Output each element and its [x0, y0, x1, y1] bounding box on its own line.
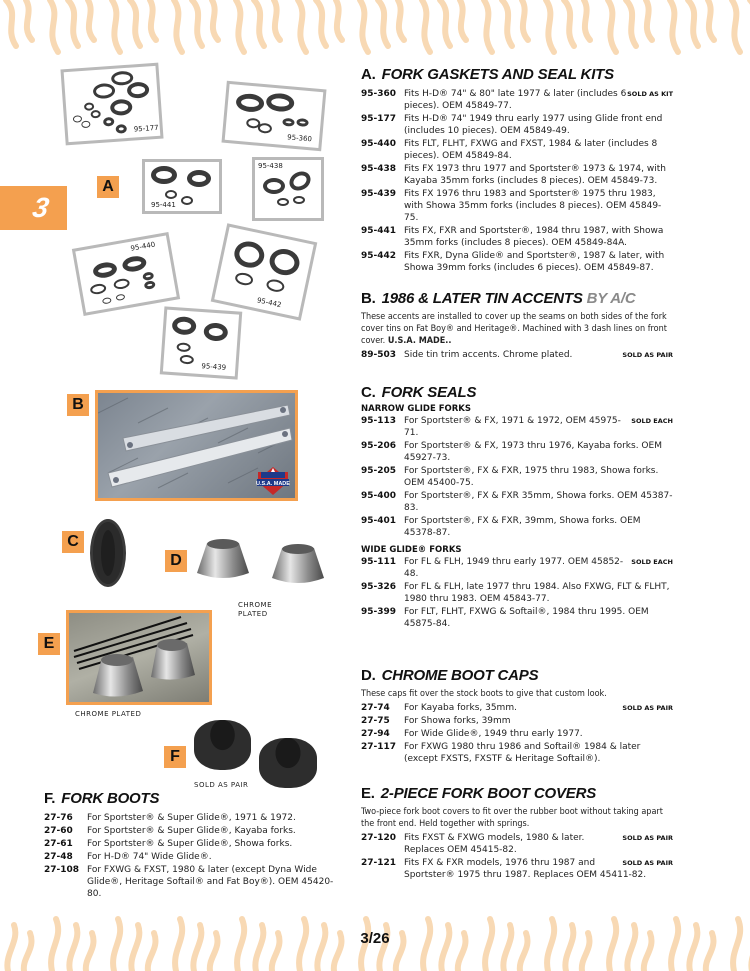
part-list-item: [361, 465, 673, 489]
part-number: 95-360: [361, 89, 397, 99]
sold-as-pair-caption-f: SOLD AS PAIR: [194, 781, 249, 789]
part-description: For FL & FLH, late 1977 thru 1984. Also FXWG, FLT & FLHT, 1980 thru 1983. OEM 45843-77.: [404, 582, 670, 604]
part-description: SOLD AS KIT Fits H-D® 74" & 80" late 1977 & later (includes 6 pieces). OEM 45849-77.: [404, 89, 673, 111]
part-description: For Sportster®, FX & FXR, 1975 thru 1983, Showa forks. OEM 45400-75.: [404, 466, 659, 488]
part-list-item: [361, 225, 673, 249]
part-description: Fits H-D® 74" 1949 thru early 1977 using Glide front end (includes 10 pieces). OEM 45849-49.: [404, 114, 663, 136]
part-number: 27-60: [44, 826, 73, 836]
part-list-item: [361, 728, 673, 740]
part-description: For Sportster® & Super Glide®, 1971 & 1972.: [87, 813, 296, 823]
part-number: 95-441: [361, 226, 397, 236]
flame-motif: [174, 0, 218, 52]
part-list-item: [361, 606, 673, 630]
flame-motif: [50, 0, 94, 52]
part-number: 27-117: [361, 742, 397, 752]
part-list-item: [44, 825, 344, 837]
part-list-item: [361, 163, 673, 187]
part-number: 95-205: [361, 466, 397, 476]
part-list-item: [361, 741, 673, 765]
part-number: 95-400: [361, 491, 397, 501]
sold-unit-label: SOLD AS PAIR: [622, 834, 673, 842]
section-d: [361, 667, 673, 765]
section-e-title: E. 2-PIECE FORK BOOT COVERS: [361, 785, 597, 802]
photo-boot-cap-2: [270, 542, 326, 586]
photo-boot-covers: [66, 610, 212, 705]
flame-motif: [298, 0, 342, 52]
part-list-item: [361, 250, 673, 274]
photo-kit-95-177: [60, 63, 163, 146]
part-list-item: [361, 415, 673, 439]
part-description: SOLD AS PAIR Fits FX & FXR models, 1976 thru 1987 and Sportster® 1975 thru 1987. Replaces OEM 45411-82.: [404, 858, 673, 880]
part-list-item: [361, 702, 673, 714]
part-description: Fits FX, FXR and Sportster®, 1984 thru 1987, with Showa 35mm forks (includes 8 pieces). OEM 45849-84A.: [404, 226, 664, 248]
kit-label: 95-177: [133, 123, 159, 134]
flame-border-top: [0, 0, 750, 60]
part-list-item: [361, 188, 673, 224]
svg-text:U.S.A. MADE: U.S.A. MADE: [256, 481, 290, 487]
part-description: For FXWG & FXST, 1980 & later (except Dyna Wide Glide®, Heritage Softail® and Fat Boy®). OEM 45420-80.: [87, 865, 334, 899]
section-f: [44, 790, 344, 900]
part-description: Fits FXR, Dyna Glide® and Sportster®, 1987 & later, with Showa 39mm forks (includes 6 pieces). OEM 45849-87.: [404, 251, 665, 273]
kit-label: 95-360: [286, 133, 313, 144]
sold-unit-label: SOLD AS PAIR: [622, 704, 673, 712]
part-description: SOLD EACH For Sportster® & FX, 1971 & 1972, OEM 45975-71.: [404, 416, 673, 438]
part-number: 95-399: [361, 607, 397, 617]
section-e: [361, 785, 673, 881]
kit-label: 95-442: [256, 296, 283, 310]
part-number: 27-121: [361, 858, 397, 868]
part-list-item: [361, 440, 673, 464]
part-list-item: [361, 490, 673, 514]
photo-boot-cap-1: [195, 537, 251, 581]
flame-motif: [112, 0, 156, 52]
part-description: For H-D® 74" Wide Glide®.: [87, 852, 212, 862]
section-f-title: F. FORK BOOTS: [44, 790, 160, 807]
photo-kit-95-439: [160, 306, 243, 379]
photo-fork-seal: [90, 519, 126, 587]
section-c-title: C. FORK SEALS: [361, 384, 477, 401]
chrome-plated-caption-d: CHROME PLATED: [238, 601, 272, 618]
narrow-glide-heading: NARROW GLIDE FORKS: [361, 404, 472, 414]
part-number: 27-74: [361, 703, 390, 713]
part-list-item: [361, 581, 673, 605]
part-description: Fits FLT, FLHT, FXWG and FXST, 1984 & later (includes 8 pieces). OEM 45849-84.: [404, 139, 658, 161]
figure-letter-d: D: [165, 550, 187, 572]
photo-fork-boot-2: [259, 738, 317, 788]
section-b-description: These accents are installed to cover up the seams on both sides of the fork cover tins on Fat Boy® and Heritage®. Machined with 3 dash lines on front cover. U.S.A. MADE..: [361, 312, 667, 346]
flame-motif: [484, 0, 528, 52]
part-number: 95-111: [361, 557, 397, 567]
flame-motif: [732, 0, 750, 52]
part-number: 95-113: [361, 416, 397, 426]
part-number: 27-120: [361, 833, 397, 843]
part-description: For Sportster® & Super Glide®, Kayaba forks.: [87, 826, 296, 836]
part-number: 27-76: [44, 813, 73, 823]
kit-label: 95-439: [201, 362, 227, 372]
part-list-item: [361, 857, 673, 881]
figure-letter-c: C: [62, 531, 84, 553]
part-description: Fits FX 1973 thru 1977 and Sportster® 1973 & 1974, with Kayaba 35mm forks (includes 8 pieces). OEM 45849-73.: [404, 164, 666, 186]
part-list-item: [361, 556, 673, 580]
part-number: 27-48: [44, 852, 73, 862]
part-list-item: [44, 851, 344, 863]
part-number: 89-503: [361, 350, 397, 360]
photo-tin-accents: [95, 390, 298, 501]
section-c: [361, 384, 673, 630]
part-number: 95-326: [361, 582, 397, 592]
section-d-title: D. CHROME BOOT CAPS: [361, 667, 539, 684]
figure-letter-e: E: [38, 633, 60, 655]
flame-motif: [422, 0, 466, 52]
part-number: 27-61: [44, 839, 73, 849]
part-list-item: [361, 349, 673, 361]
flame-motif: [546, 0, 590, 52]
section-a-title: A. FORK GASKETS AND SEAL KITS: [361, 66, 614, 83]
part-list-item: [361, 113, 673, 137]
chapter-tab: [0, 186, 67, 230]
wide-glide-heading: WIDE GLIDE® FORKS: [361, 545, 462, 555]
flame-motif: [360, 0, 404, 52]
photo-kit-95-360: [221, 81, 326, 151]
part-description: For Sportster®, FX & FXR, 39mm, Showa forks. OEM 45378-87.: [404, 516, 641, 538]
flame-motif: [236, 0, 280, 52]
part-number: 95-438: [361, 164, 397, 174]
part-description: For FLT, FLHT, FXWG & Softail®, 1984 thru 1995. OEM 45875-84.: [404, 607, 649, 629]
part-description: SOLD AS PAIR For Kayaba forks, 35mm.: [404, 703, 673, 713]
photo-kit-95-441: [142, 159, 222, 214]
part-list-item: [361, 832, 673, 856]
sold-unit-label: SOLD AS PAIR: [622, 351, 673, 359]
part-description: Fits FX 1976 thru 1983 and Sportster® 1975 thru 1983, with Showa 35mm forks (includes 8 pieces). OEM 45849-75.: [404, 189, 662, 223]
part-number: 95-439: [361, 189, 397, 199]
photo-fork-boot-1: [194, 720, 251, 770]
part-description: SOLD AS PAIR Fits FXST & FXWG models, 1980 & later. Replaces OEM 45415-82.: [404, 833, 673, 855]
section-e-description: Two-piece fork boot covers to fit over the rubber boot without taking apart the front end. Held together with springs.: [361, 807, 663, 829]
flame-motif: [608, 0, 652, 52]
part-description: For Sportster®, FX & FXR 35mm, Showa forks. OEM 45387-83.: [404, 491, 673, 513]
page-number: 3/26: [360, 930, 390, 947]
part-number: 27-108: [44, 865, 80, 875]
part-list-item: [44, 864, 344, 900]
sold-unit-label: SOLD EACH: [631, 417, 673, 425]
section-b-title: B. 1986 & LATER TIN ACCENTS BY A/C: [361, 290, 636, 307]
sold-unit-label: SOLD EACH: [631, 558, 673, 566]
kit-label: 95-441: [151, 201, 176, 209]
part-list-item: [361, 138, 673, 162]
section-d-description: These caps fit over the stock boots to give that custom look.: [361, 689, 607, 699]
part-list-item: [361, 515, 673, 539]
kit-label: 95-440: [130, 240, 156, 253]
photo-kit-95-438: [252, 157, 324, 221]
part-description: For FXWG 1980 thru 1986 and Softail® 1984 & later (except FXSTS, FXSTF & Heritage Softail®).: [404, 742, 641, 764]
part-description: SOLD AS PAIR Side tin trim accents. Chrome plated.: [404, 350, 673, 360]
kit-label: 95-438: [258, 162, 283, 170]
part-list-item: [361, 88, 673, 112]
part-number: 95-440: [361, 139, 397, 149]
sold-unit-label: SOLD AS KIT: [627, 90, 673, 98]
part-list-item: [361, 715, 673, 727]
flame-motif: [0, 0, 32, 52]
section-b: [361, 290, 673, 361]
chapter-number: 3: [30, 192, 52, 223]
figure-letter-b: B: [67, 394, 89, 416]
photo-kit-95-440: [72, 232, 180, 316]
flame-motif: [670, 0, 714, 52]
usa-made-badge: [255, 466, 291, 496]
part-list-item: [44, 812, 344, 824]
photo-kit-95-442: [211, 223, 318, 320]
part-list-item: [44, 838, 344, 850]
part-number: 95-442: [361, 251, 397, 261]
figure-letter-f: F: [164, 746, 186, 768]
part-description: For Sportster® & Super Glide®, Showa forks.: [87, 839, 293, 849]
part-number: 27-94: [361, 729, 390, 739]
chrome-plated-caption-e: CHROME PLATED: [75, 710, 142, 718]
part-number: 95-206: [361, 441, 397, 451]
part-number: 95-401: [361, 516, 397, 526]
part-description: For Sportster® & FX, 1973 thru 1976, Kayaba forks. OEM 45927-73.: [404, 441, 662, 463]
figure-letter-a: A: [97, 176, 119, 198]
part-number: 95-177: [361, 114, 397, 124]
section-a: [361, 66, 673, 274]
sold-unit-label: SOLD AS PAIR: [622, 859, 673, 867]
part-number: 27-75: [361, 716, 390, 726]
part-description: For Wide Glide®, 1949 thru early 1977.: [404, 729, 583, 739]
part-description: SOLD EACH For FL & FLH, 1949 thru early 1977. OEM 45852-48.: [404, 557, 673, 579]
part-description: For Showa forks, 39mm: [404, 716, 511, 726]
